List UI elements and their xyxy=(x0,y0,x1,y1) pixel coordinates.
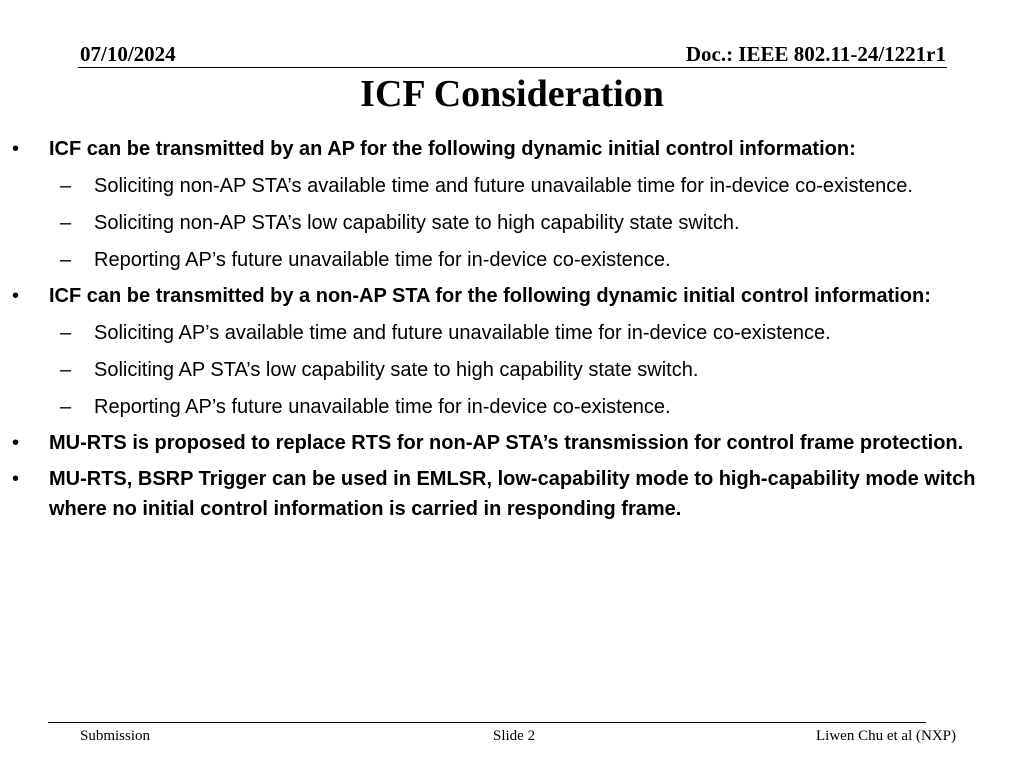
footer-submission: Submission xyxy=(80,728,151,744)
header-doc-id: Doc.: IEEE 802.11-24/1221r1 xyxy=(685,42,946,66)
bullet-3-text: MU-RTS is proposed to replace RTS for non-AP STA’s transmission for control frame protection. xyxy=(49,432,964,454)
bullet-1-text: ICF can be transmitted by an AP for the following dynamic initial control information: xyxy=(49,138,856,160)
bullet-marker: • xyxy=(12,432,20,454)
bullet-4 xyxy=(0,464,1024,524)
footer-slide-number: Slide 2 xyxy=(493,728,536,744)
bullet-4-text: MU-RTS, BSRP Trigger can be used in EMLSR, low-capability mode to high-capability mode witch where no initial control information is carried in responding frame. xyxy=(49,468,976,520)
sub-bullet-1-1 xyxy=(0,171,1024,201)
sub-bullet-2-1-text: Soliciting AP’s available time and future unavailable time for in-device co-existence. xyxy=(94,322,831,344)
sub-bullet-marker: – xyxy=(60,249,72,271)
bullet-2 xyxy=(0,281,1024,311)
sub-bullet-1-3 xyxy=(0,245,1024,275)
sub-bullet-2-2-text: Soliciting AP STA’s low capability sate to high capability state switch. xyxy=(94,359,699,381)
sub-bullet-1-3-text: Reporting AP’s future unavailable time for in-device co-existence. xyxy=(94,249,671,271)
sub-bullet-marker: – xyxy=(60,175,72,197)
bullet-marker: • xyxy=(12,285,20,307)
bullet-marker: • xyxy=(12,468,20,490)
header-date: 07/10/2024 xyxy=(80,42,176,66)
sub-bullet-marker: – xyxy=(60,322,72,344)
sub-bullet-2-1 xyxy=(0,318,1024,348)
bullet-2-text: ICF can be transmitted by a non-AP STA for the following dynamic initial control information: xyxy=(49,285,931,307)
header-rule xyxy=(78,67,947,68)
sub-bullet-1-2-text: Soliciting non-AP STA’s low capability sate to high capability state switch. xyxy=(94,212,740,234)
sub-bullet-1-1-text: Soliciting non-AP STA’s available time and future unavailable time for in-device co-existence. xyxy=(94,175,913,197)
sub-bullet-1-2 xyxy=(0,208,1024,238)
bullet-3 xyxy=(0,428,1024,458)
footer-author: Liwen Chu et al (NXP) xyxy=(816,728,956,744)
slide-title: ICF Consideration xyxy=(360,73,664,115)
sub-bullet-2-3-text: Reporting AP’s future unavailable time for in-device co-existence. xyxy=(94,396,671,418)
slide-body xyxy=(0,134,1024,524)
bullet-1 xyxy=(0,134,1024,164)
bullet-marker: • xyxy=(12,138,20,160)
sub-bullet-2-2 xyxy=(0,355,1024,385)
sub-bullet-marker: – xyxy=(60,396,72,418)
sub-bullet-marker: – xyxy=(60,212,72,234)
sub-bullet-2-3 xyxy=(0,392,1024,422)
footer-rule xyxy=(48,722,926,723)
sub-bullet-marker: – xyxy=(60,359,72,381)
